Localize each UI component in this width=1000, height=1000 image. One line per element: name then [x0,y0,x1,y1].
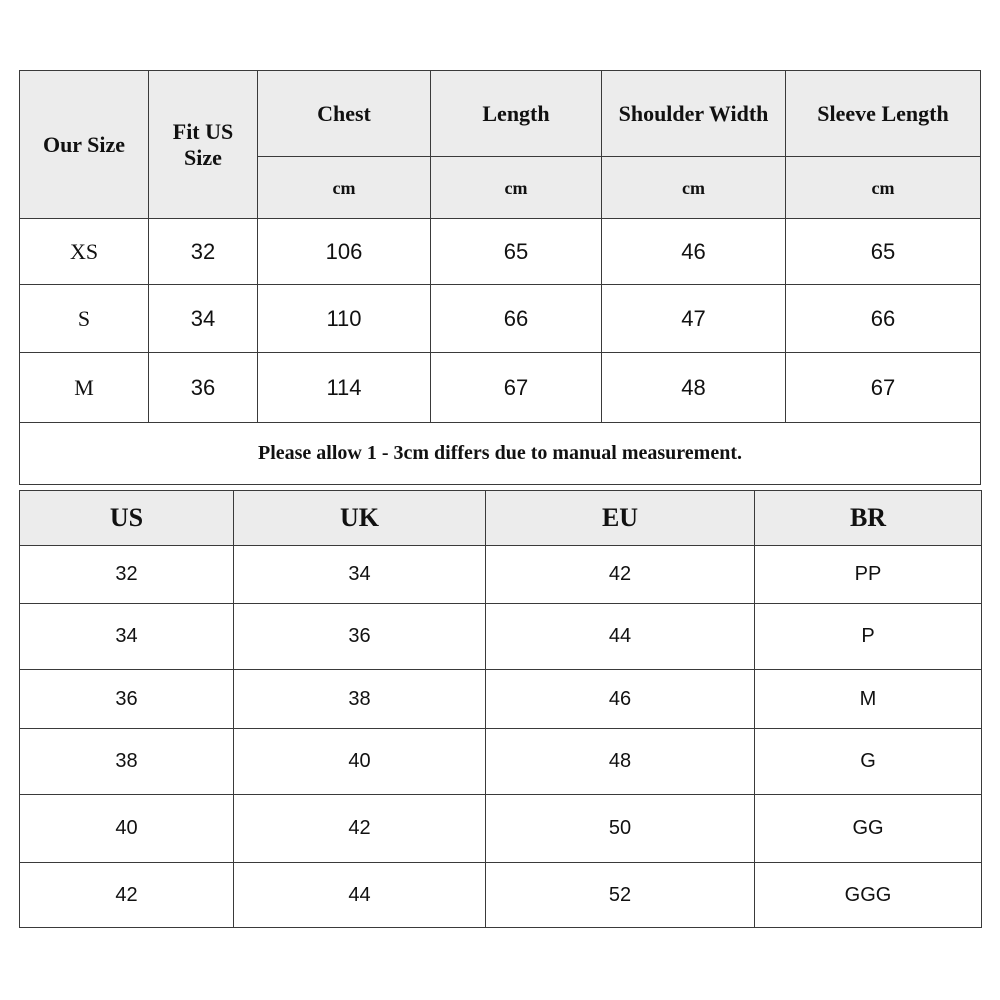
cell-eu: 50 [486,795,755,863]
cell-sleeve: 65 [786,219,981,285]
cell-fit-us: 34 [149,285,258,353]
cell-eu: 48 [486,729,755,795]
cell-shoulder: 47 [602,285,786,353]
table-row [20,546,982,604]
cell-uk: 34 [234,546,486,604]
cell-size: XS [20,219,149,285]
cell-size: M [20,353,149,423]
cell-size: S [20,285,149,353]
header-eu: EU [486,491,755,546]
table-row [20,670,982,729]
cell-eu: 46 [486,670,755,729]
cell-length: 67 [431,353,602,423]
measurement-note: Please allow 1 - 3cm differs due to manual measurement. [20,423,981,485]
cell-us: 36 [20,670,234,729]
table-row [20,863,982,928]
cell-us: 40 [20,795,234,863]
cell-uk: 40 [234,729,486,795]
cell-br: G [755,729,982,795]
table-row [20,795,982,863]
header-sleeve-length: Sleeve Length [786,71,981,157]
header-us: US [20,491,234,546]
unit-chest: cm [258,157,431,219]
header-uk: UK [234,491,486,546]
cell-us: 32 [20,546,234,604]
cell-us: 42 [20,863,234,928]
cell-sleeve: 66 [786,285,981,353]
header-chest: Chest [258,71,431,157]
header-fit-us-line1: Fit US [172,118,234,144]
size-chart-table [19,70,981,485]
table-row [20,604,982,670]
cell-chest: 110 [258,285,431,353]
header-length: Length [431,71,602,157]
cell-br: PP [755,546,982,604]
size-conversion-table [19,490,982,928]
cell-eu: 52 [486,863,755,928]
conversion-header-row [20,491,982,546]
cell-uk: 36 [234,604,486,670]
unit-sleeve: cm [786,157,981,219]
size-chart-header-row [20,71,981,157]
cell-eu: 44 [486,604,755,670]
cell-uk: 38 [234,670,486,729]
cell-length: 66 [431,285,602,353]
unit-shoulder: cm [602,157,786,219]
cell-eu: 42 [486,546,755,604]
cell-fit-us: 36 [149,353,258,423]
cell-chest: 114 [258,353,431,423]
cell-length: 65 [431,219,602,285]
cell-br: GG [755,795,982,863]
cell-chest: 106 [258,219,431,285]
cell-br: GGG [755,863,982,928]
header-fit-us-line2: Size [184,144,222,170]
header-br: BR [755,491,982,546]
cell-sleeve: 67 [786,353,981,423]
cell-uk: 42 [234,795,486,863]
cell-fit-us: 32 [149,219,258,285]
note-row [20,423,981,485]
cell-us: 38 [20,729,234,795]
table-row [20,285,981,353]
cell-br: M [755,670,982,729]
unit-length: cm [431,157,602,219]
table-row [20,219,981,285]
header-fit-us-size [149,71,258,219]
cell-us: 34 [20,604,234,670]
cell-br: P [755,604,982,670]
table-row [20,353,981,423]
cell-uk: 44 [234,863,486,928]
cell-shoulder: 46 [602,219,786,285]
header-shoulder-width: Shoulder Width [602,71,786,157]
cell-shoulder: 48 [602,353,786,423]
header-our-size: Our Size [20,71,149,219]
table-row [20,729,982,795]
